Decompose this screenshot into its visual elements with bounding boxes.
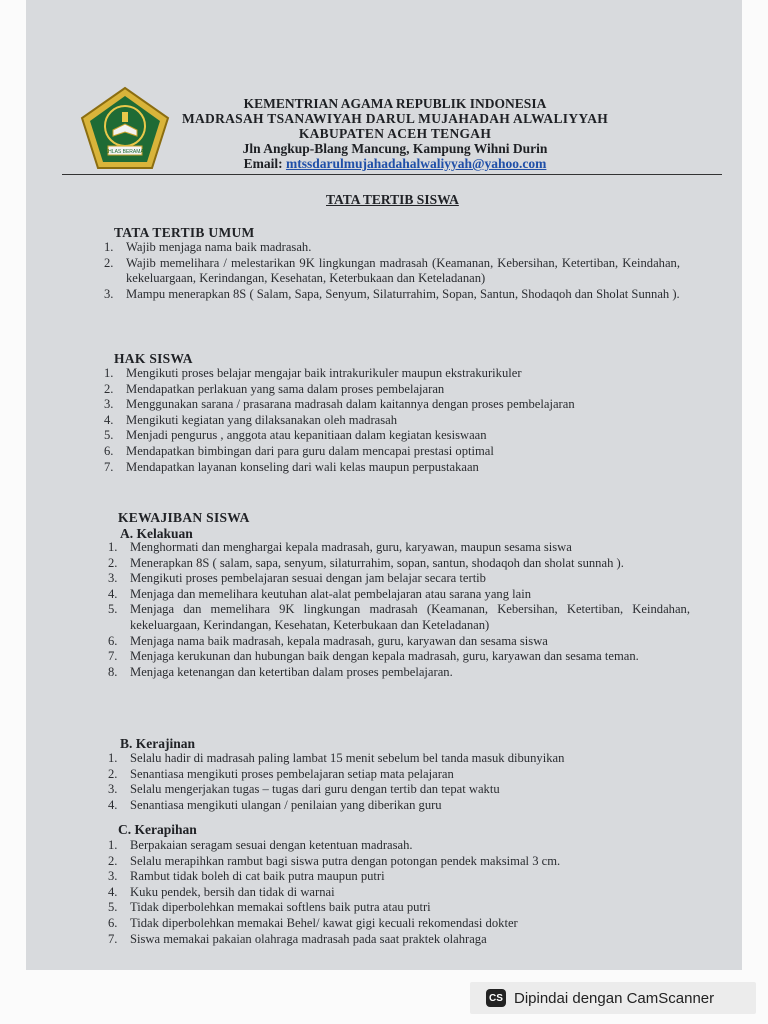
regency-name: KABUPATEN ACEH TENGAH	[298, 126, 492, 141]
list-item: 1. Wajib menjaga nama baik madrasah.	[104, 240, 312, 254]
list-item: 1. Selalu hadir di madrasah paling lambat 15 menit sebelum bel tanda masuk dibunyikan	[108, 751, 565, 765]
subsection-kerapihan	[118, 822, 197, 838]
document-title: TATA TERTIB SISWA	[326, 192, 459, 207]
list-item: 7. Menjaga kerukunan dan hubungan baik dengan kepala madrasah, guru, karyawan dan sesama teman.	[108, 649, 639, 664]
subsection-kerajinan-title: B. Kerajinan	[120, 736, 196, 751]
list-item: 2. Mendapatkan perlakuan yang sama dalam proses pembelajaran	[104, 381, 445, 396]
email-label: Email:	[243, 156, 283, 171]
list-item: 5. Menjadi pengurus , anggota atau kepanitiaan dalam kegiatan kesiswaan	[104, 428, 487, 443]
kemenag-logo	[80, 86, 170, 170]
list-item: 7. Mendapatkan layanan konseling dari wali kelas maupun perpustakaan	[104, 459, 479, 474]
list-item: 6. Tidak diperbolehkan memakai Behel/ kawat gigi kecuali rekomendasi dokter	[108, 915, 518, 930]
list-kelakuan	[104, 540, 690, 680]
list-item: 2. Selalu merapihkan rambut bagi siswa putra dengan potongan pendek maksimal 3 cm.	[108, 853, 561, 868]
section-umum	[114, 225, 680, 241]
list-item: 4. Menjaga dan memelihara keutuhan alat-alat pembelajaran atau sarana yang lain	[108, 586, 532, 601]
list-item: 8. Menjaga ketenangan dan ketertiban dalam proses pembelajaran.	[108, 664, 453, 679]
camscanner-watermark	[470, 982, 756, 1014]
header-divider	[62, 174, 722, 175]
list-item: 2. Menerapkan 8S ( salam, sapa, senyum, silaturrahim, sopan, santun, shodaqoh dan sholat sunnah ).	[108, 555, 624, 570]
subsection-kerajinan	[120, 736, 195, 752]
list-item: 1. Mengikuti proses belajar mengajar baik intrakurikuler maupun ekstrakurikuler	[104, 366, 522, 380]
list-kerajinan	[104, 751, 690, 813]
camscanner-icon: CS	[486, 989, 506, 1007]
list-hak	[100, 366, 680, 475]
section-hak-title: HAK SISWA	[114, 351, 193, 366]
subsection-kelakuan-title: A. Kelakuan	[120, 526, 193, 541]
list-item: 5. Tidak diperbolehkan memakai softlens baik putra atau putri	[108, 900, 431, 915]
list-item: 4. Mengikuti kegiatan yang dilaksanakan oleh madrasah	[104, 412, 398, 427]
school-name: MADRASAH TSANAWIYAH DARUL MUJAHADAH ALWALIYYAH	[181, 111, 609, 126]
list-item: 5. Menjaga dan memelihara 9K lingkungan madrasah (Keamanan, Kebersihan, Ketertiban, Keindahan, kekeluargaan, Kerindangan, Kesehatan, Keterbukaan dan Keteladanan)	[108, 602, 690, 632]
list-item: 4. Senantiasa mengikuti ulangan / penilaian yang diberikan guru	[108, 797, 442, 812]
address: Jln Angkup-Blang Mancung, Kampung Wihni Durin	[242, 141, 548, 156]
list-item: 3. Mengikuti proses pembelajaran sesuai dengan jam belajar secara tertib	[108, 571, 486, 586]
list-item: 1. Berpakaian seragam sesuai dengan ketentuan madrasah.	[108, 838, 413, 852]
list-item: 7. Siswa memakai pakaian olahraga madrasah pada saat praktek olahraga	[108, 931, 487, 946]
ministry-name: KEMENTRIAN AGAMA REPUBLIK INDONESIA	[243, 96, 547, 111]
logo-text: IKHLAS BERAMAL	[103, 149, 147, 155]
list-item: 3. Menggunakan sarana / prasarana madrasah dalam kaitannya dengan proses pembelajaran	[104, 397, 575, 412]
list-item: 2. Senantiasa mengikuti proses pembelajaran setiap mata pelajaran	[108, 766, 454, 781]
section-umum-title: TATA TERTIB UMUM	[114, 225, 255, 240]
email-line	[170, 156, 620, 171]
list-item: 3. Rambut tidak boleh di cat baik putra maupun putri	[108, 869, 385, 884]
list-kerapihan	[104, 838, 690, 947]
list-item: 6. Menjaga nama baik madrasah, kepala madrasah, guru, karyawan dan sesama siswa	[108, 633, 548, 648]
section-kewajiban-title: KEWAJIBAN SISWA	[118, 510, 250, 525]
letterhead	[170, 96, 620, 171]
list-item: 6. Mendapatkan bimbingan dari para guru dalam mencapai prestasi optimal	[104, 443, 494, 458]
email-link[interactable]: mtssdarulmujahadahalwaliyyah@yahoo.com	[285, 156, 547, 171]
section-kewajiban	[118, 510, 684, 542]
list-item: 1. Menghormati dan menghargai kepala madrasah, guru, karyawan, maupun sesama siswa	[108, 540, 572, 554]
section-hak	[114, 351, 680, 367]
subsection-kerapihan-title: C. Kerapihan	[118, 822, 197, 837]
list-item: 4. Kuku pendek, bersih dan tidak di warnai	[108, 884, 335, 899]
camscanner-text: Dipindai dengan CamScanner	[514, 989, 715, 1007]
list-item: 3. Mampu menerapkan 8S ( Salam, Sapa, Senyum, Silaturrahim, Sopan, Santun, Shodaqoh dan Sholat Sunnah ).	[104, 286, 680, 301]
list-item: 2. Wajib memelihara / melestarikan 9K lingkungan madrasah (Keamanan, Kebersihan, Ketertiban, Keindahan, kekeluargaan, Kerindangan, Kesehatan, Keterbukaan dan Keteladanan)	[104, 255, 680, 286]
list-item: 3. Selalu mengerjakan tugas – tugas dari guru dengan tertib dan tepat waktu	[108, 782, 500, 797]
list-umum	[100, 240, 680, 302]
